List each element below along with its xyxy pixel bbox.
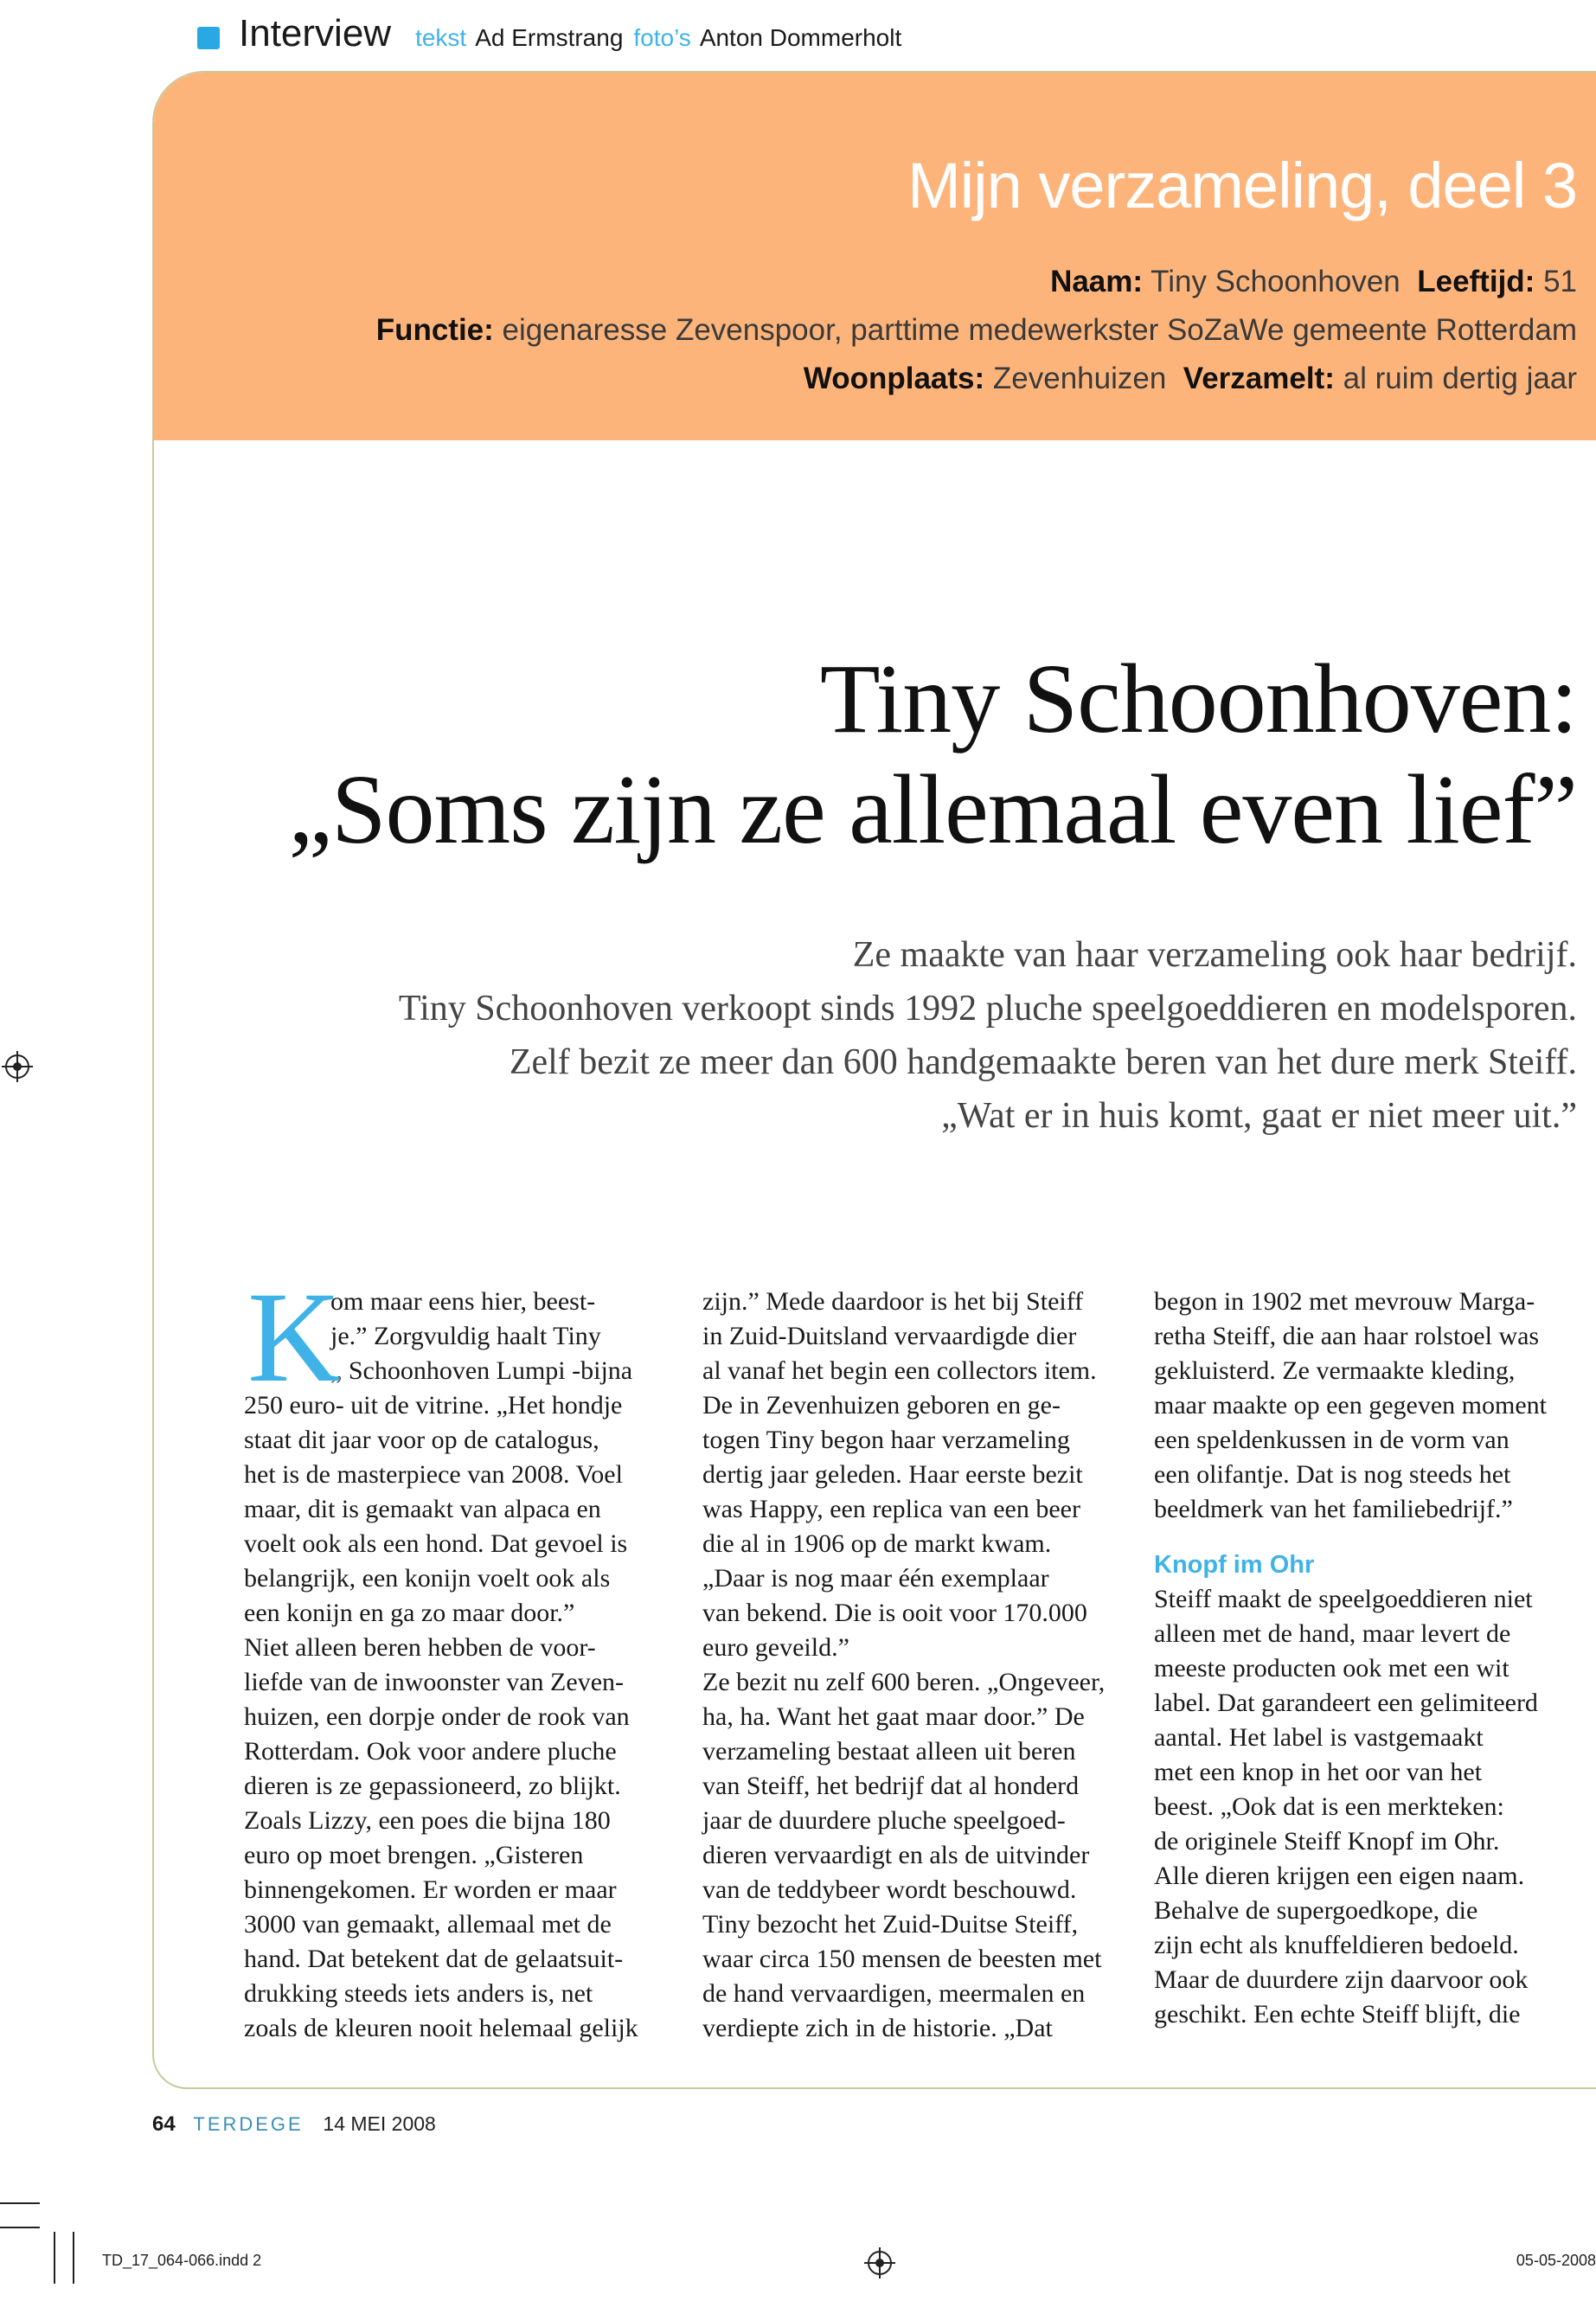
woonplaats-value: Zevenhuizen [992,362,1167,395]
slug-filename: TD_17_064-066.indd 2 [102,2252,262,2269]
body-line: dieren is ze gepassioneerd, zo blijkt. [244,1772,621,1800]
intro-line: Tiny Schoonhoven verkoopt sinds 1992 pluche speelgoeddieren en modelsporen. [398,989,1577,1029]
body-line: 3000 van gemaakt, allemaal met de [244,1910,612,1939]
section-kicker: Interview [239,12,392,54]
body-line: Behalve de supergoedkope, die [1154,1896,1478,1925]
series-title: Mijn verzameling, deel 3 [907,150,1577,221]
text-label: tekst [415,24,467,51]
magazine-name: TERDEGE [193,2113,304,2135]
body-line: Maar de duurdere zijn daarvoor ook [1154,1965,1529,1994]
body-line: de hand vervaardigen, meermalen en [702,1979,1086,2008]
intro-line: „Wat er in huis komt, gaat er niet meer uit.” [941,1096,1577,1136]
body-line: Tiny bezocht het Zuid-Duitse Steiff, [702,1910,1079,1939]
woonplaats-label: Woonplaats: [803,362,985,395]
naam-label: Naam: [1050,265,1144,298]
body-line: zijn.” Mede daardoor is het bij Steiff [702,1287,1084,1316]
body-line: aantal. Het label is vastgemaakt [1154,1723,1484,1752]
body-line: beeldmerk van het familiebedrijf.” [1154,1495,1513,1523]
body-line: zijn echt als knuffeldieren bedoeld. [1154,1931,1519,1959]
body-line: waar circa 150 mensen de beesten met [702,1945,1102,1973]
body-line: de originele Steiff Knopf im Ohr. [1154,1827,1500,1856]
body-line: maar maakte op een gegeven moment [1154,1391,1547,1420]
headline-line-1: Tiny Schoonhoven: [819,644,1577,753]
section-square-icon [197,27,220,49]
body-column-3 [1154,1285,1586,2032]
body-line: begon in 1902 met mevrouw Marga- [1154,1287,1535,1316]
body-line: jaar de duurdere pluche speelgoed- [702,1806,1066,1835]
naam-value: Tiny Schoonhoven [1151,265,1401,298]
photo-label: foto’s [633,24,691,51]
body-line: met een knop in het oor van het [1154,1758,1483,1786]
crop-mark [0,2202,40,2204]
body-line: van Steiff, het bedrijf dat al honderd [702,1772,1080,1800]
body-line: label. Dat garandeert een gelimiteerd [1154,1689,1538,1717]
body-line: „Daar is nog maar één exemplaar [702,1564,1049,1593]
body-line: zoals de kleuren nooit helemaal gelijk [244,2014,638,2042]
leeftijd-value: 51 [1543,265,1577,298]
headline-line-2: „Soms zijn ze allemaal even lief” [288,754,1577,864]
author-name: Ad Ermstrang [475,24,624,51]
body-line: drukking steeds iets anders is, net [244,1979,593,2008]
body-line: Ze bezit nu zelf 600 beren. „Ongeveer, [702,1668,1106,1696]
body-line: belangrijk, een konijn voelt ook als [244,1564,611,1593]
intro-line: Zelf bezit ze meer dan 600 handgemaakte beren van het dure merk Steiff. [509,1042,1577,1082]
crop-mark [0,2227,40,2228]
functie-label: Functie: [375,313,494,347]
body-line: „ Schoonhoven Lumpi -bijna [330,1356,633,1385]
section-header [201,12,901,64]
body-line: dieren vervaardigt en als de uitvinder [702,1841,1090,1869]
body-column-2 [702,1285,1135,2046]
body-line: beest. „Ook dat is een merkteken: [1154,1792,1504,1821]
registration-mark-icon [5,1054,29,1079]
body-line: dertig jaar geleden. Haar eerste bezit [702,1460,1083,1489]
info-line-name-age [1050,265,1577,299]
body-line: een speldenkussen in de vorm van [1154,1426,1509,1454]
body-line: euro op moet brengen. „Gisteren [244,1841,584,1869]
body-line: euro geveild.” [702,1633,849,1662]
body-line: hand. Dat betekent dat de gelaatsuit- [244,1945,624,1973]
functie-value: eigenaresse Zevenspoor, parttime medewerkster SoZaWe gemeente Rotterdam [502,313,1577,347]
body-line: gekluisterd. Ze vermaakte kleding, [1154,1356,1516,1385]
body-line: ha, ha. Want het gaat maar door.” De [702,1702,1085,1731]
body-line: togen Tiny begon haar verzameling [702,1426,1070,1454]
body-line: Alle dieren krijgen een eigen naam. [1154,1862,1525,1890]
body-column-1 [244,1266,676,2046]
slug-date: 05-05-2008 [1516,2252,1596,2269]
drop-cap: K [247,1266,342,1409]
intro-line: Ze maakte van haar verzameling ook haar bedrijf. [852,935,1577,975]
info-line-residence [804,362,1577,396]
folio [152,2112,436,2137]
info-line-function [376,313,1577,348]
body-line: in Zuid-Duitsland vervaardigde dier [702,1322,1077,1350]
crop-mark [54,2232,55,2284]
body-line: een olifantje. Dat is nog steeds het [1154,1460,1511,1489]
body-line: alleen met de hand, maar levert de [1154,1619,1511,1648]
body-line: die al in 1906 op de markt kwam. [702,1529,1052,1558]
body-line: staat dit jaar voor op de catalogus, [244,1426,599,1454]
body-line: maar, dit is gemaakt van alpaca en [244,1495,601,1523]
body-line: huizen, een dorpje onder de rook van [244,1702,630,1731]
paragraph-gap [1154,1527,1586,1548]
body-line: was Happy, een replica van een beer [702,1495,1080,1523]
body-line: om maar eens hier, beest- [330,1287,596,1316]
body-line: verdiepte zich in de historie. „Dat [702,2014,1053,2042]
body-line: verzameling bestaat alleen uit beren [702,1737,1076,1766]
body-line: voelt ook als een hond. Dat gevoel is [244,1529,628,1558]
body-line: van bekend. Die is ooit voor 170.000 [702,1599,1087,1627]
verzamelt-label: Verzamelt: [1183,362,1335,395]
body-line: 250 euro- uit de vitrine. „Het hondje [244,1391,623,1420]
body-line: van de teddybeer wordt beschouwd. [702,1875,1077,1904]
body-line: binnengekomen. Er worden er maar [244,1875,617,1904]
body-line: je.” Zorgvuldig haalt Tiny [330,1322,601,1350]
body-line: Steiff maakt de speelgoeddieren niet [1154,1585,1533,1613]
verzamelt-value: al ruim dertig jaar [1343,362,1577,395]
page-number: 64 [152,2112,176,2136]
leeftijd-label: Leeftijd: [1417,265,1535,298]
body-line: retha Steiff, die aan haar rolstoel was [1154,1322,1540,1350]
body-line: geschikt. Een echte Steiff blijft, die [1154,2000,1521,2029]
body-line: liefde van de inwoonster van Zeven- [244,1668,624,1696]
body-line: een konijn en ga zo maar door.” [244,1599,575,1627]
subheading: Knopf im Ohr [1154,1551,1315,1579]
registration-mark-icon [868,2251,892,2275]
body-line: Rotterdam. Ook voor andere pluche [244,1737,617,1766]
body-line: Niet alleen beren hebben de voor- [244,1633,596,1662]
issue-date: 14 MEI 2008 [323,2112,436,2135]
body-line: De in Zevenhuizen geboren en ge- [702,1391,1061,1420]
body-line: al vanaf het begin een collectors item. [702,1356,1097,1385]
photographer-name: Anton Dommerholt [699,24,902,51]
body-line: het is de masterpiece van 2008. Voel [244,1460,623,1489]
crop-mark [73,2232,74,2284]
body-line: meeste producten ook met een wit [1154,1654,1509,1682]
body-line: Zoals Lizzy, een poes die bijna 180 [244,1806,611,1835]
